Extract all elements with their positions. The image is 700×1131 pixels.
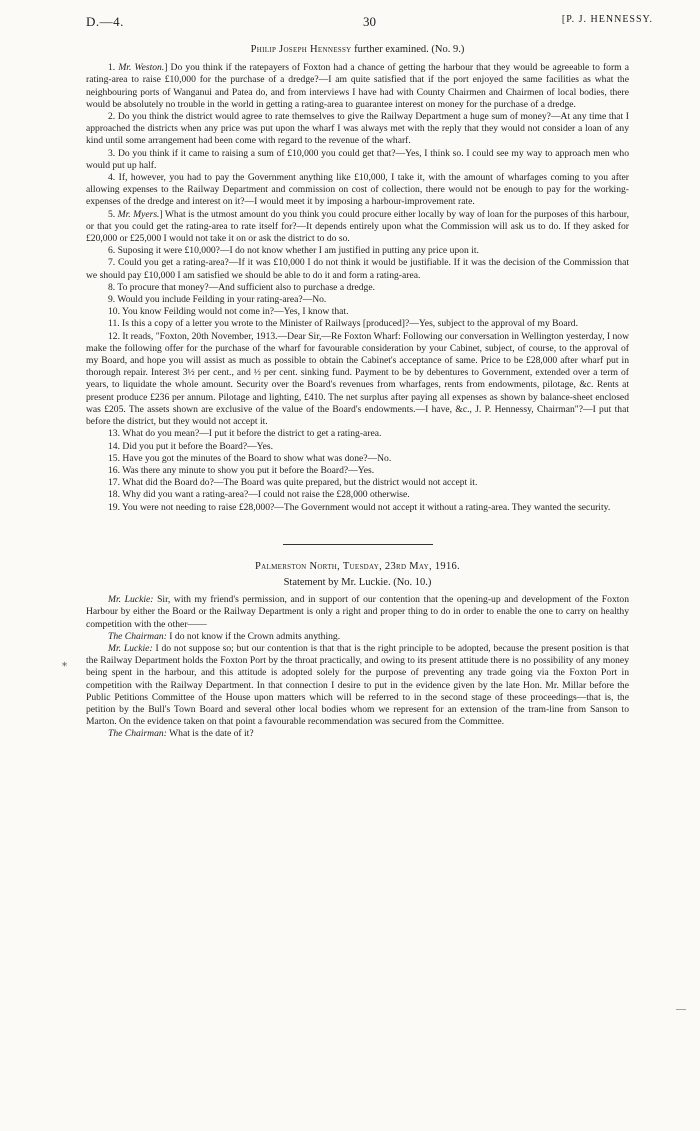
question-text: If, however, you had to pay the Government anything like £10,000, I take it, with the amount of wharfages coming to you after allowing expenses to the Railway Department and commission on cost of collection, there would not be enough to pay for the working-expenses of the dredge and interest on it?—I would meet it by imposing a harbour-improvement rate.	[86, 172, 630, 208]
question-number: 6.	[108, 245, 118, 257]
statement-line: I do not know if the Crown admits anything.	[166, 630, 341, 642]
question-text: Could you get a rating-area?—If it was £10,000 I do not think it would be justifiable. If it was the decision of the Commission that we should pay £10,000 I am satisfied we should be able to do it and form a rating-area.	[86, 257, 630, 281]
question-paragraph	[86, 453, 629, 465]
question-text: ] Do you think if the ratepayers of Foxton had a chance of getting the harbour that they would be agreeable to form a rating-area to raise £10,000 for the purchase of a dredge?—I am quite satisfied that if the port enjoyed the same facilities as what the neighbouring ports of Wanganui and Patea do, and from interviews I have had with County Chairmen and Chairmen of local bodies, there would be absolutely no trouble in the world in getting a rating-area to guarantee interest on money for the purchase of a dredge.	[86, 62, 630, 110]
question-paragraph	[86, 489, 629, 501]
page-header	[86, 14, 653, 32]
question-paragraph	[86, 441, 629, 453]
question-text: It reads, "Foxton, 20th November, 1913.—Dear Sir,—Re Foxton Wharf: Following our conversation in Wellington yesterday, I now make the following offer for the purchase of the wharf for favourable consideration by your Cabinet, subject, of course, to the approval of my Board, and hope you will assist as much as possible to obtain the Cabinet's acceptance of same. Price to be £28,000 after wharf put in thorough repair. Interest 3½ per cent., and ½ per cent. sinking fund. Payment to be by debentures to Government, extended over a term of years, to liquidate the whole amount. Security over the Board's revenues from wharfages, rents from endowments, pilotage, &c. Rents at present produce £236 per annum. Pilotage and lighting, £410. The net surplus after paying all expenses as shown by balance-sheet enclosed was £205. The assets shown are exclusive of the value of the Board's endowments.—I have, &c., J. P. Hennessy, Chairman"?—I put that before the district, but they would not accept it.	[86, 330, 630, 428]
question-number: 19.	[108, 501, 123, 513]
question-text: Do you think if it came to raising a sum of £10,000 you could get that?—Yes, I think so. I could see my way to approach men who would put up half.	[86, 147, 630, 171]
question-paragraph	[86, 257, 629, 281]
statement-paragraph	[86, 594, 629, 631]
question-number: 8.	[108, 281, 118, 293]
statement-paragraph	[86, 728, 629, 740]
statement-paragraph	[86, 631, 629, 643]
question-paragraph	[86, 428, 629, 440]
question-number: 7.	[108, 257, 118, 269]
question-text: ] What is the utmost amount do you think you could procure either locally by way of loan for the purposes of this harbour, or that you could get the rating-area to rate itself for?—It depends entirely upon what the Commission will ask us to do. If they asked for £20,000 or £25,000 I would not take it on or ask the district to do so.	[86, 208, 630, 245]
question-paragraph	[86, 502, 629, 514]
question-paragraph	[86, 148, 629, 172]
heading-rest: further examined. (No. 9.)	[351, 44, 465, 55]
question-number: 5.	[108, 208, 118, 220]
question-text: Suposing it were £10,000?—I do not know whether I am justified in putting any price upon it.	[117, 245, 479, 257]
question-text: You were not needing to raise £28,000?—The Government would not accept it without a rating-area. They wanted the security.	[122, 501, 611, 513]
statement-line: I do not suppose so; but our contention is that that is the right principle to be adopted, because the present position is that the Railway Department holds the Foxton Port by the throat practically, and owing to its present attitude there is no possibility of any money being spent in the harbour, and this attitude is adopted solely for the purpose of preventing any trade going via the Foxton Port in competition with the Railway Department. In that connection I desire to put in the evidence given by the late Hon. Mr. Millar before the Public Petitions Committee of the House upon matters which will be referred to in the second stage of these proceedings—that is, the petition by the Bull's Town Board and several other local bodies whom we represent for an extension of the tram-line from Sanson to Marton. On the evidence taken on that point a favourable recommendation was secured from the Committee.	[86, 642, 629, 728]
margin-mark: ⁎	[62, 658, 67, 669]
question-text: You know Feilding would not come in?—Yes, I know that.	[122, 306, 349, 318]
question-paragraph	[86, 306, 629, 318]
statement-heading: Statement by Mr. Luckie. (No. 10.)	[283, 576, 432, 588]
page-body	[86, 34, 629, 741]
document-code: D.—4.	[86, 14, 124, 29]
statement-line: Sir, with my friend's permission, and in support of our contention that the opening-up and development of the Foxton Harbour by either the Board or the Railway Department is only a right and proper thing to do in order to enable the one to carry on healthy competition with the other——	[86, 594, 629, 630]
speaker-name: Mr. Weston.	[118, 62, 165, 74]
statement-text	[86, 594, 629, 740]
examination-questions	[86, 62, 629, 514]
question-text: What do you mean?—I put it before the district to get a rating-area.	[122, 428, 382, 440]
question-number: 3.	[108, 147, 118, 159]
question-number: 15.	[108, 452, 123, 464]
page-number: 30	[363, 14, 376, 29]
question-paragraph	[86, 62, 629, 111]
question-paragraph	[86, 318, 629, 330]
question-paragraph	[86, 209, 629, 246]
running-head: [P. J. HENNESSY.	[561, 14, 653, 25]
question-text: Would you include Feilding in your rating-area?—No.	[117, 294, 327, 306]
question-paragraph	[86, 111, 629, 148]
question-number: 11.	[108, 318, 123, 330]
question-text: To procure that money?—And sufficient also to purchase a dredge.	[117, 281, 375, 293]
question-text: Why did you want a rating-area?—I could not raise the £28,000 otherwise.	[122, 489, 410, 501]
question-text: Was there any minute to show you put it before the Board?—Yes.	[122, 464, 375, 476]
question-number: 16.	[108, 464, 123, 476]
question-number: 17.	[108, 477, 123, 489]
question-text: Is this a copy of a letter you wrote to the Minister of Railways [produced]?—Yes, subject to the approval of my Board.	[122, 318, 579, 330]
question-text: What did the Board do?—The Board was quite prepared, but the district would not accept it.	[122, 477, 478, 489]
speaker-name: Mr. Luckie:	[108, 594, 154, 606]
section-divider	[283, 544, 433, 545]
question-number: 18.	[108, 489, 123, 501]
question-paragraph	[86, 282, 629, 294]
question-number: 9.	[108, 294, 118, 306]
question-paragraph	[86, 465, 629, 477]
statement-paragraph	[86, 643, 629, 728]
question-number: 2.	[108, 111, 118, 123]
speaker-name: Mr. Luckie:	[108, 642, 153, 654]
question-paragraph	[86, 245, 629, 257]
statement-line: What is the date of it?	[166, 728, 254, 740]
question-number: 10.	[108, 306, 123, 318]
question-number: 12.	[108, 330, 123, 342]
question-number: 4.	[108, 172, 119, 184]
question-number: 13.	[108, 428, 123, 440]
question-number: 1.	[108, 62, 119, 74]
question-text: Have you got the minutes of the Board to show what was done?—No.	[122, 452, 392, 464]
question-paragraph	[86, 331, 629, 429]
margin-dash: —	[676, 1004, 686, 1015]
speaker-name: The Chairman:	[108, 630, 167, 642]
session-dateline: Palmerston North, Tuesday, 23rd May, 1916.	[255, 560, 460, 572]
question-paragraph	[86, 477, 629, 489]
question-text: Do you think the district would agree to rate themselves to give the Railway Department a huge sum of money?—At any time that I approached the districts when any price was put upon the wharf I was always met with the reply that they would not consider a loan of any kind until some arrangement had been come with regard to the revenue of the wharf.	[86, 111, 630, 147]
question-paragraph	[86, 294, 629, 306]
question-number: 14.	[108, 440, 123, 452]
question-paragraph	[86, 172, 629, 209]
witness-name: Philip Joseph Hennessy	[250, 44, 352, 55]
speaker-name: Mr. Myers.	[117, 208, 160, 220]
speaker-name: The Chairman:	[108, 728, 167, 740]
examination-heading	[86, 44, 629, 56]
question-text: Did you put it before the Board?—Yes.	[122, 440, 274, 452]
